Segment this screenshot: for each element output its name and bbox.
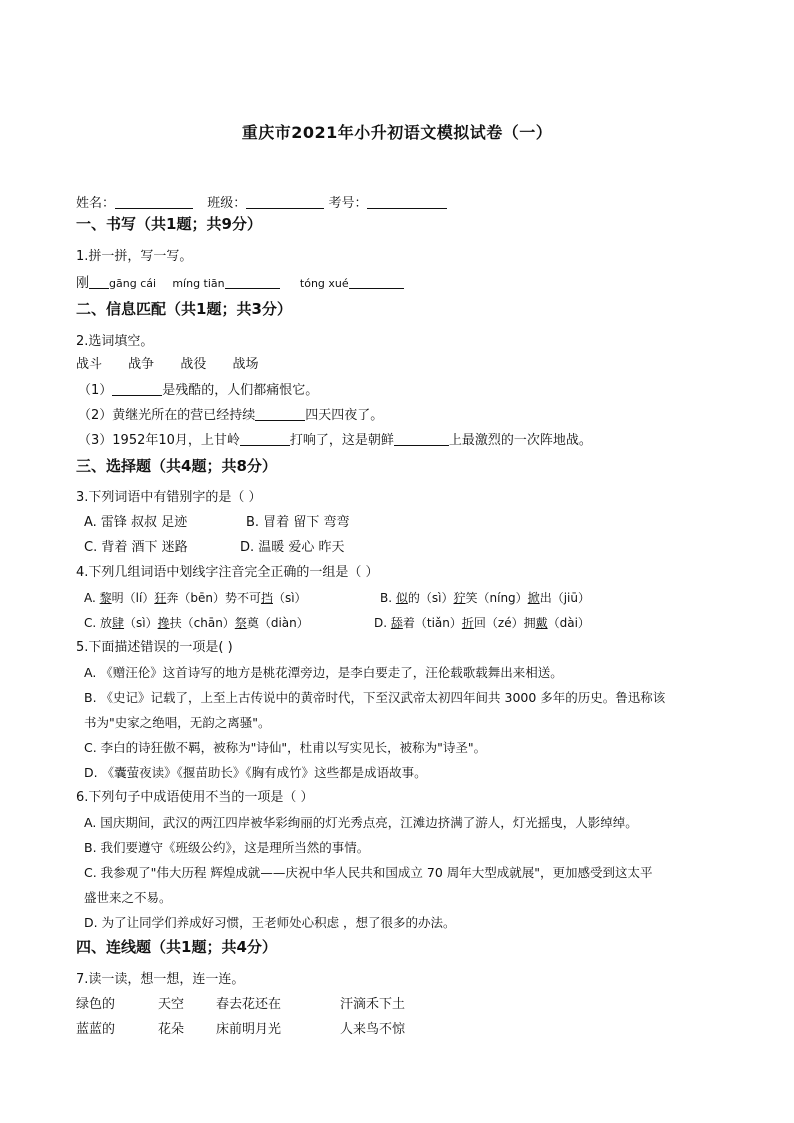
q4-d-underlined: 舔 (390, 616, 403, 630)
question-3-stem: 3.下列词语中有错别字的是（ ） (76, 490, 262, 505)
match-item-poem-2[interactable]: 床前明月光 (216, 1022, 282, 1037)
q4-b-part: B. (380, 591, 396, 605)
class-label: 班级： (207, 196, 247, 211)
word-bank (76, 356, 258, 374)
page-title: 重庆市2021年小升初语文模拟试卷（一） (241, 123, 553, 142)
q4-b-underlined: 狞 (453, 591, 466, 605)
q4-d-part: （dài） (547, 616, 590, 630)
section-heading-4: 四、连线题（共1题；共4分） (76, 938, 277, 956)
question-1-items (76, 274, 404, 293)
q4-option-b[interactable] (380, 589, 590, 607)
q5-option-b-line-2[interactable]: 书为"史家之绝唱，无韵之离骚"。 (84, 715, 271, 730)
q2-blank-4[interactable] (394, 431, 449, 446)
question-7-stem: 7.读一读，想一想，连一连。 (76, 972, 245, 987)
q3-option-d[interactable]: D. 温暖 爱心 昨天 (240, 540, 345, 555)
name-label: 姓名： (76, 196, 116, 211)
q2-sentence-3-text-c: 上最激烈的一次阵地战。 (448, 433, 592, 448)
number-label: 考号： (328, 196, 368, 211)
q2-sentence-3-text-a: （3）1952年10月，上甘岭 (78, 433, 240, 448)
section-heading-3: 三、选择题（共4题；共8分） (76, 457, 277, 475)
q4-b-underlined: 掀 (527, 591, 540, 605)
question-1-stem: 1.拼一拼，写一写。 (76, 249, 193, 264)
q4-d-part: 回（zé）拥 (473, 616, 536, 630)
q5-option-c[interactable]: C. 李白的诗狂傲不羁，被称为"诗仙"，杜甫以写实见长，被称为"诗圣"。 (84, 740, 487, 755)
q4-c-part: （sì） (124, 616, 158, 630)
q2-sentence-2-text-b: 四天四夜了。 (305, 408, 384, 423)
q6-option-c-line-1[interactable]: C. 我参观了"伟大历程 辉煌成就——庆祝中华人民共和国成立 70 周年大型成就展"，更加感受到这太平 (84, 865, 653, 880)
section-heading-1: 一、书写（共1题；共9分） (76, 215, 262, 233)
question-4-stem: 4.下列几组词语中划线字注音完全正确的一组是（ ） (76, 565, 379, 580)
q4-c-part: C. 放 (84, 616, 113, 630)
q6-option-d[interactable]: D. 为了让同学们养成好习惯，王老师处心积虑 ，想了很多的办法。 (84, 915, 456, 930)
q1-answer-blank-3[interactable] (349, 274, 404, 289)
q4-a-underlined: 狂 (154, 591, 167, 605)
q2-sentence-3-text-b: 打响了，这是朝鲜 (289, 433, 394, 448)
q2-blank-2[interactable] (255, 406, 305, 421)
q4-option-a[interactable] (84, 589, 307, 607)
number-field[interactable] (367, 194, 447, 209)
q4-b-part: 笑（níng） (465, 591, 528, 605)
q3-option-b[interactable]: B. 冒着 留下 弯弯 (246, 515, 350, 530)
q2-sentence-2-text-a: （2）黄继光所在的营已经持续 (78, 408, 256, 423)
q2-sentence-1-text: 是残酷的，人们都痛恨它。 (162, 383, 319, 398)
question-5-stem: 5.下面描述错误的一项是( ) (76, 640, 233, 655)
q2-blank-1[interactable] (112, 381, 162, 396)
q2-blank-3[interactable] (240, 431, 290, 446)
word-bank-item: 战场 (232, 357, 259, 372)
q4-option-d[interactable] (374, 614, 590, 632)
q4-a-underlined: 黎 (99, 591, 112, 605)
q4-a-part: 明（lí） (111, 591, 155, 605)
q1-pinyin-1: gāng cái (109, 277, 157, 290)
q4-c-part: 扶（chān） (169, 616, 235, 630)
q4-b-part: 的（sì） (407, 591, 454, 605)
q6-option-a[interactable]: A. 国庆期间，武汉的两江四岸被华彩绚丽的灯光秀点亮，江滩边挤满了游人，灯光摇曳，人影绰绰。 (84, 815, 638, 830)
q6-option-c-line-2[interactable]: 盛世来之不易。 (84, 890, 172, 905)
match-item-left-1[interactable]: 绿色的 (76, 997, 116, 1012)
q4-option-c[interactable] (84, 614, 309, 632)
q1-answer-blank-1[interactable] (89, 274, 109, 289)
q1-answer-blank-2[interactable] (225, 274, 280, 289)
q1-pinyin-2: míng tiān (172, 277, 225, 290)
match-item-poem-1[interactable]: 春去花还在 (216, 997, 282, 1012)
q4-d-part: D. (374, 616, 391, 630)
question-2-stem: 2.选词填空。 (76, 334, 154, 349)
q4-c-underlined: 祭 (234, 616, 247, 630)
q4-a-part: 奔（bēn）势不可 (166, 591, 261, 605)
match-item-poem-line-2[interactable]: 人来鸟不惊 (340, 1022, 406, 1037)
q3-option-a[interactable]: A. 雷锋 叔叔 足迹 (84, 515, 188, 530)
q5-option-a[interactable]: A. 《赠汪伦》这首诗写的地方是桃花潭旁边，是李白要走了，汪伦载歌载舞出来相送。 (84, 665, 563, 680)
q1-prefix: 刚 (76, 276, 90, 291)
word-bank-item: 战役 (180, 357, 207, 372)
q4-a-underlined: 挡 (260, 591, 273, 605)
q4-b-part: 出（jiū） (539, 591, 590, 605)
q3-option-c[interactable]: C. 背着 酒下 迷路 (84, 540, 188, 555)
match-item-noun-1[interactable]: 天空 (158, 997, 185, 1012)
q4-c-part: 奠（diàn） (246, 616, 309, 630)
q4-d-part: 着（tiǎn） (402, 616, 462, 630)
q4-a-part: A. (84, 591, 100, 605)
q4-b-underlined: 似 (395, 591, 408, 605)
student-info-row (76, 194, 447, 213)
q4-c-underlined: 搀 (157, 616, 170, 630)
q4-d-underlined: 折 (461, 616, 474, 630)
q1-pinyin-3: tóng xué (299, 277, 349, 290)
question-6-stem: 6.下列句子中成语使用不当的一项是（ ） (76, 790, 314, 805)
word-bank-item: 战争 (128, 357, 155, 372)
q2-sentence-3 (78, 431, 592, 450)
match-item-left-2[interactable]: 蓝蓝的 (76, 1022, 116, 1037)
match-item-noun-2[interactable]: 花朵 (158, 1022, 185, 1037)
q4-d-underlined: 戴 (535, 616, 548, 630)
q5-option-d[interactable]: D. 《囊萤夜读》《揠苗助长》《胸有成竹》这些都是成语故事。 (84, 765, 427, 780)
word-bank-item: 战斗 (76, 357, 103, 372)
q4-a-part: （sì） (272, 591, 307, 605)
q2-sentence-1 (78, 381, 318, 400)
section-heading-2: 二、信息匹配（共1题；共3分） (76, 300, 292, 318)
q5-option-b-line-1[interactable]: B. 《史记》记载了，上至上古传说中的黄帝时代，下至汉武帝太初四年间共 3000 多年的历史。鲁迅称该 (84, 690, 666, 705)
class-field[interactable] (246, 194, 324, 209)
q4-c-underlined: 肆 (112, 616, 125, 630)
name-field[interactable] (115, 194, 193, 209)
match-item-poem-line-1[interactable]: 汗滴禾下土 (340, 997, 406, 1012)
q6-option-b[interactable]: B. 我们要遵守《班级公约》，这是理所当然的事情。 (84, 840, 370, 855)
q2-sentence-2 (78, 406, 383, 425)
q2-sentence-1-number: （1） (78, 383, 113, 398)
